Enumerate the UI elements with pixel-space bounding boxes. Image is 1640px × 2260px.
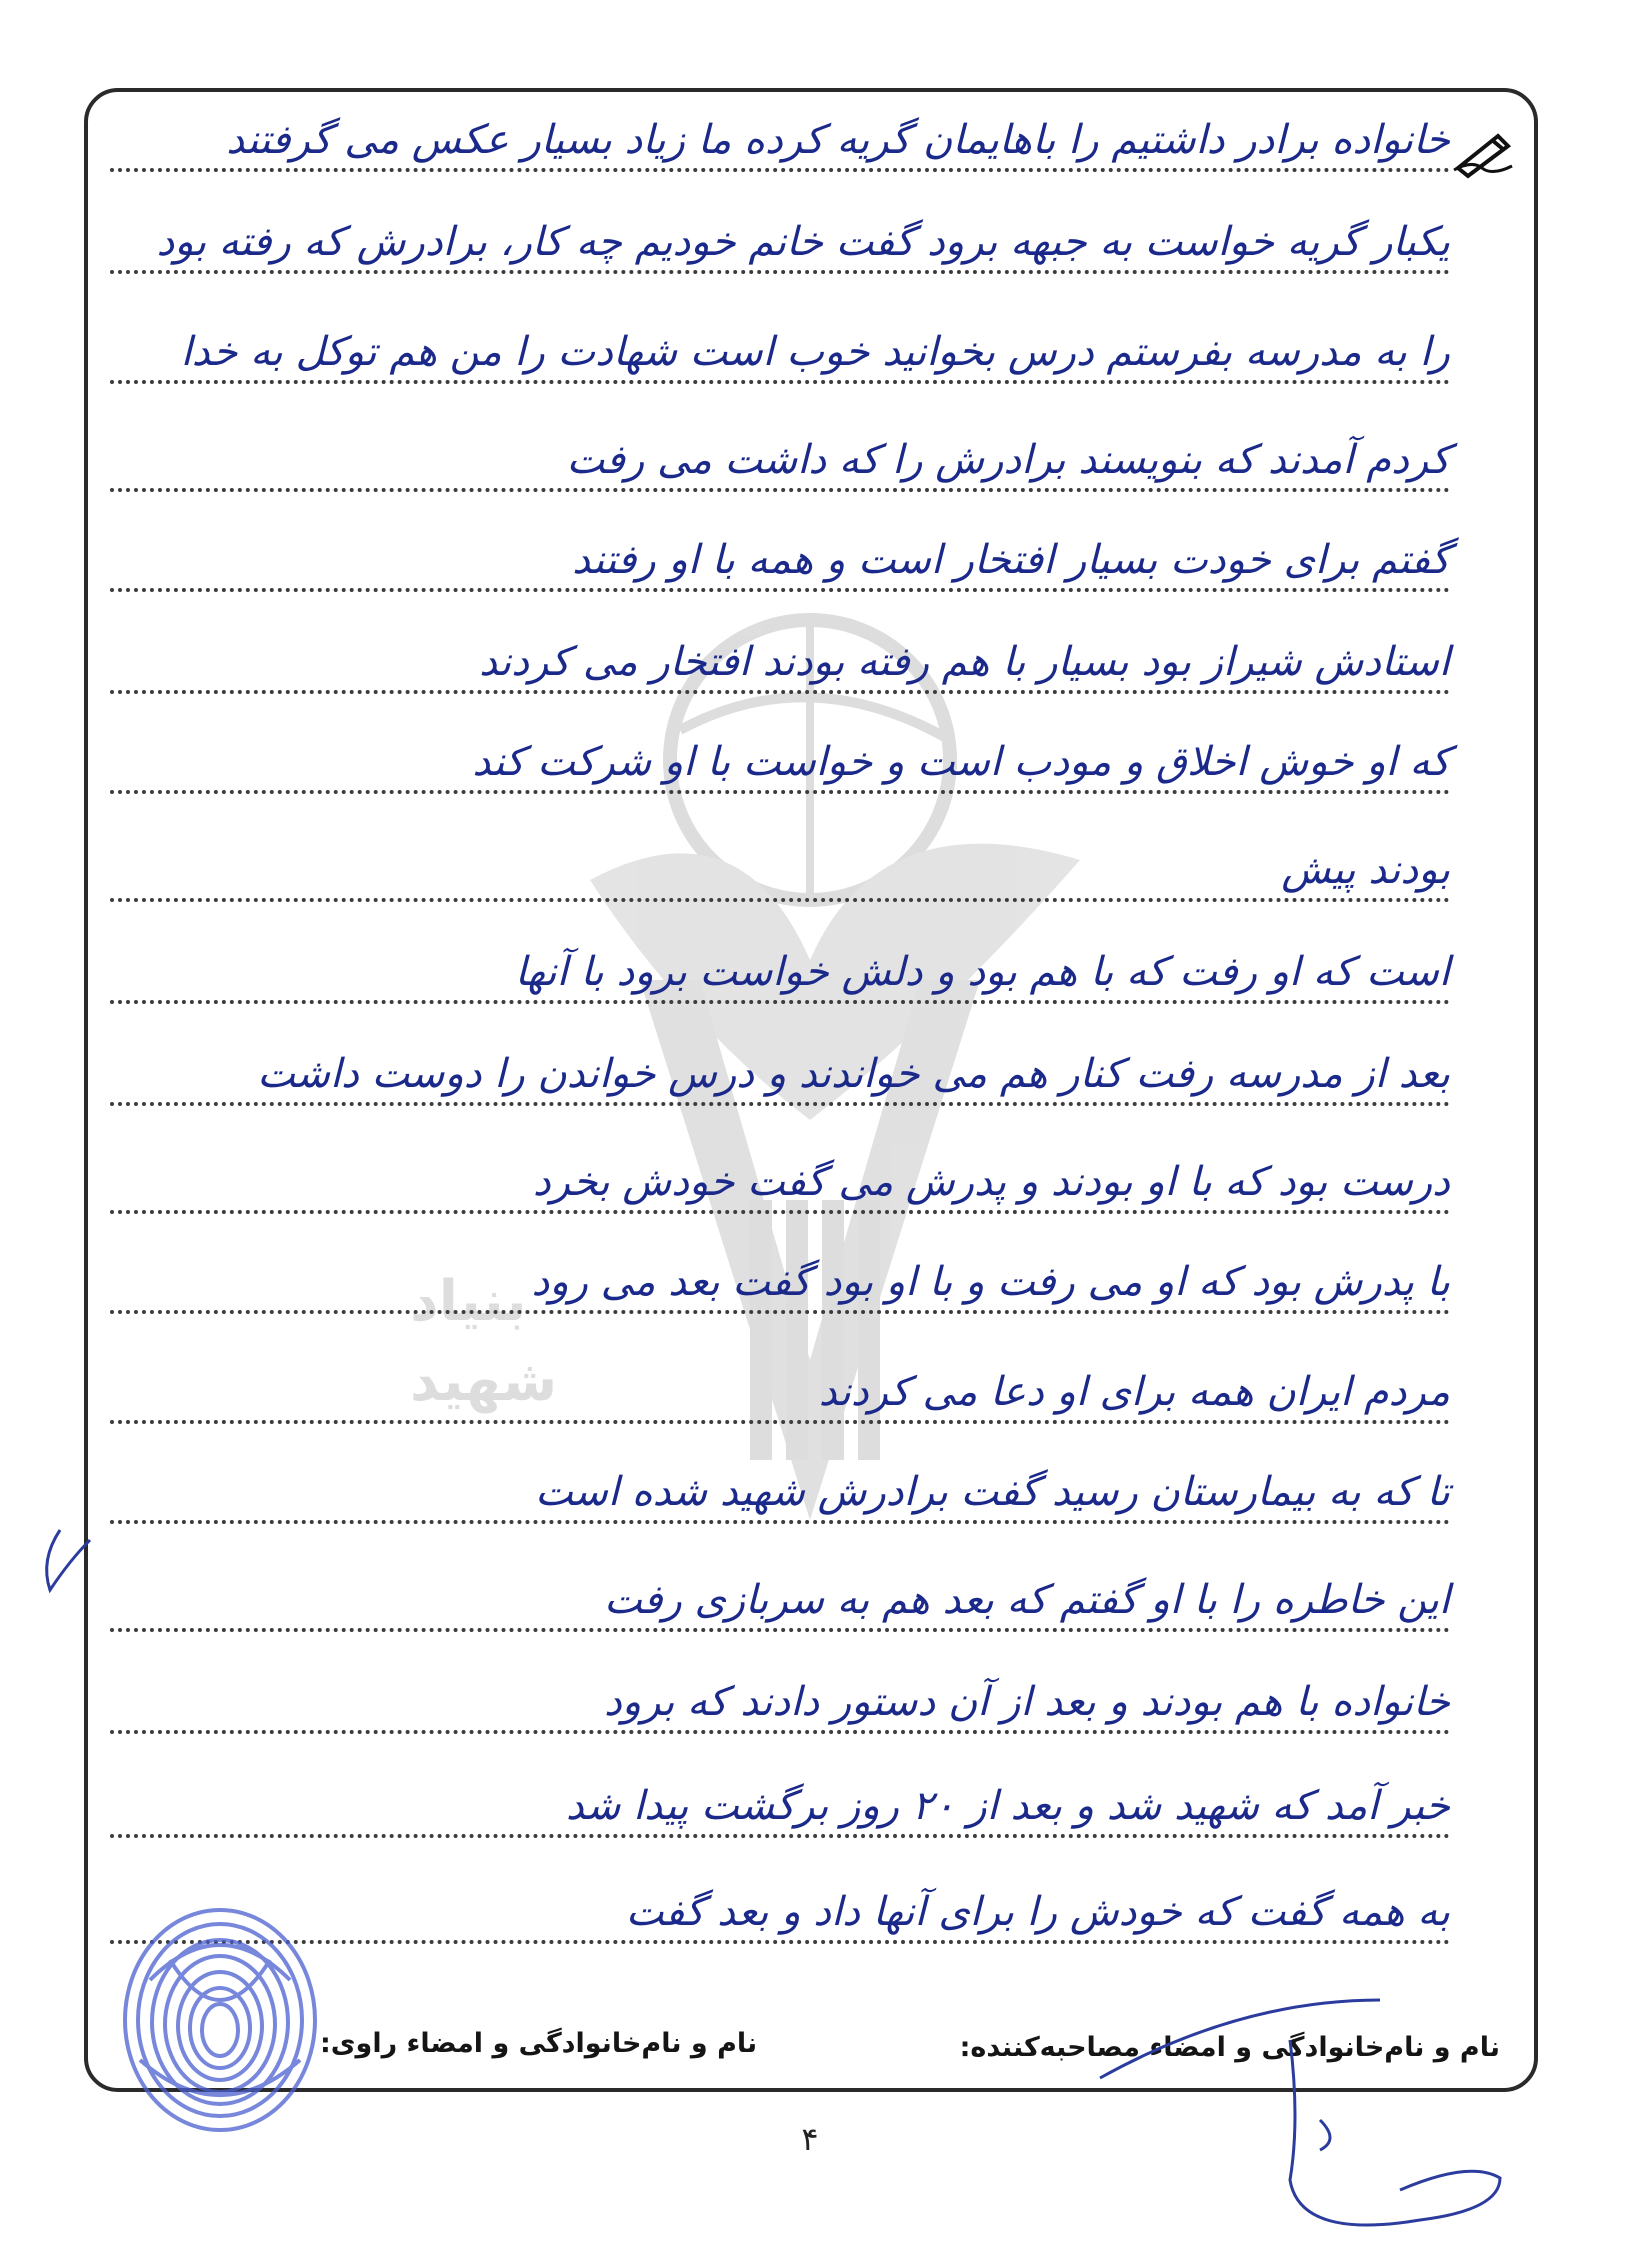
watermark-text-2: شهید (410, 1349, 558, 1414)
dotted-writing-line (110, 1628, 1450, 1632)
handwritten-line: مردم ایران همه برای او دعا می کردند (818, 1369, 1450, 1415)
handwritten-line: این خاطره را با او گفتم که بعد هم به سربازی رفت (604, 1577, 1450, 1623)
handwritten-line: با پدرش بود که او می رفت و با او بود گفت بعد می رود (531, 1259, 1450, 1305)
dotted-writing-line (110, 1520, 1450, 1524)
handwritten-line: بعد از مدرسه رفت کنار هم می خواندند و درس خواندن را دوست داشت (257, 1051, 1450, 1097)
handwritten-line: خانواده برادر داشتیم را باهایمان گریه کرده ما زیاد بسیار عکس می گرفتند (226, 117, 1450, 163)
handwritten-line: خانواده با هم بودند و بعد از آن دستور دادند که برود (604, 1679, 1450, 1725)
handwritten-line: بودند پیش (1281, 847, 1450, 893)
dotted-writing-line (110, 690, 1450, 694)
dotted-writing-line (110, 898, 1450, 902)
thumbprint-stamp (110, 1900, 330, 2140)
handwritten-line: خبر آمد که شهید شد و بعد از ۲۰ روز برگشت پیدا شد (565, 1783, 1450, 1829)
dotted-writing-line (110, 488, 1450, 492)
pen-writing-icon (1452, 130, 1514, 176)
handwritten-line: را به مدرسه بفرستم درس بخوانید خوب است شهادت را من هم توکل به خدا (180, 329, 1450, 375)
dotted-writing-line (110, 588, 1450, 592)
handwritten-line: به همه گفت که خودش را برای آنها داد و بعد گفت (625, 1889, 1450, 1935)
dotted-writing-line (110, 790, 1450, 794)
handwritten-line: که او خوش اخلاق و مودب است و خواست با او شرکت کند (472, 739, 1450, 785)
dotted-writing-line (110, 270, 1450, 274)
dotted-writing-line (110, 1730, 1450, 1734)
handwritten-line: تا که به بیمارستان رسید گفت برادرش شهید شده است (535, 1469, 1450, 1515)
narrator-label: نام و نام‌خانوادگی و امضاء راوی: (320, 2028, 758, 2059)
dotted-writing-line (110, 1834, 1450, 1838)
handwritten-line: گفتم برای خودت بسیار افتخار است و همه با او رفتند (572, 537, 1450, 583)
watermark-text-1: بنیاد (410, 1269, 527, 1334)
dotted-writing-line (110, 1000, 1450, 1004)
handwritten-line: استادش شیراز بود بسیار با هم رفته بودند افتخار می کردند (479, 639, 1450, 685)
dotted-writing-line (110, 1310, 1450, 1314)
dotted-writing-line (110, 1210, 1450, 1214)
dotted-writing-line (110, 1102, 1450, 1106)
handwritten-line: است که او رفت که با هم بود و دلش خواست برود با آنها (514, 949, 1450, 995)
dotted-writing-line (110, 168, 1450, 172)
handwritten-line: درست بود که با او بودند و پدرش می گفت خودش بخرد (532, 1159, 1450, 1205)
handwritten-line: یکبار گریه خواست به جبهه برود گفت خانم خودیم چه کار، برادرش که رفته بود (156, 219, 1450, 265)
interviewer-label: نام و نام‌خانوادگی و امضاء مصاحبه‌کننده: (959, 2032, 1500, 2063)
dotted-writing-line (110, 380, 1450, 384)
handwritten-line: کردم آمدند که بنویسند برادرش را که داشت می رفت (566, 437, 1450, 483)
page-number: ۴ (801, 2120, 819, 2158)
dotted-writing-line (110, 1420, 1450, 1424)
